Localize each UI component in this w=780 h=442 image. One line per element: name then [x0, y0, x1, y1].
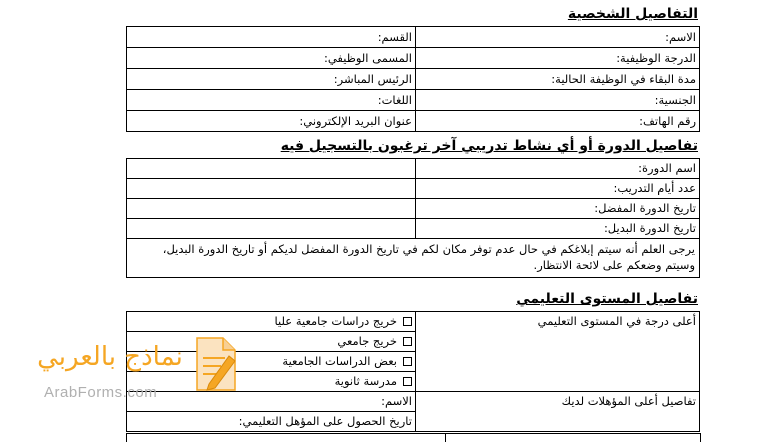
- table-row: [127, 239, 700, 278]
- column-divider: [445, 434, 446, 442]
- job-grade-field[interactable]: الدرجة الوظيفية:: [416, 48, 700, 69]
- nationality-field[interactable]: الجنسية:: [416, 90, 700, 111]
- job-title-field[interactable]: المسمى الوظيفي:: [127, 48, 416, 69]
- training-days-field[interactable]: عدد أيام التدريب:: [416, 179, 700, 199]
- preferred-date-value[interactable]: [127, 199, 416, 219]
- training-days-value[interactable]: [127, 179, 416, 199]
- name-field[interactable]: الاسم:: [416, 27, 700, 48]
- department-field[interactable]: القسم:: [127, 27, 416, 48]
- preferred-date-field[interactable]: تاريخ الدورة المفضل:: [416, 199, 700, 219]
- manager-field[interactable]: الرئيس المباشر:: [127, 69, 416, 90]
- phone-field[interactable]: رقم الهاتف:: [416, 111, 700, 132]
- table-row: [127, 48, 700, 69]
- checkbox-icon[interactable]: [403, 337, 412, 346]
- next-table-edge: [126, 433, 701, 442]
- table-row: [127, 69, 700, 90]
- course-details-table: [126, 158, 700, 278]
- option-graduate[interactable]: خريج جامعي: [127, 332, 416, 352]
- table-row: [127, 111, 700, 132]
- qualification-date-field[interactable]: تاريخ الحصول على المؤهل التعليمي:: [127, 412, 416, 432]
- option-postgraduate[interactable]: خريج دراسات جامعية عليا: [127, 312, 416, 332]
- watermark-url: ArabForms.com: [44, 384, 158, 401]
- alternate-date-field[interactable]: تاريخ الدورة البديل:: [416, 219, 700, 239]
- email-field[interactable]: عنوان البريد الإلكتروني:: [127, 111, 416, 132]
- checkbox-icon[interactable]: [403, 377, 412, 386]
- tenure-field[interactable]: مدة البقاء في الوظيفة الحالية:: [416, 69, 700, 90]
- checkbox-icon[interactable]: [403, 317, 412, 326]
- personal-details-table: [126, 26, 700, 132]
- table-row: [127, 219, 700, 239]
- alternate-date-value[interactable]: [127, 219, 416, 239]
- waitlist-note: يرجى العلم أنه سيتم إبلاغكم في حال عدم توفر مكان لكم في تاريخ الدورة المفضل لديكم أو تاريخ الدورة البديل، وسيتم وضعكم على لائحة الانتظار.: [127, 239, 700, 278]
- table-row: [127, 27, 700, 48]
- table-row: [127, 159, 700, 179]
- watermark: [30, 336, 245, 406]
- table-row: [127, 199, 700, 219]
- checkbox-icon[interactable]: [403, 357, 412, 366]
- table-row: [127, 179, 700, 199]
- table-row: [127, 90, 700, 111]
- document-pencil-icon: [195, 336, 237, 392]
- education-details-title: تفاصيل المستوى التعليمي: [516, 291, 698, 307]
- course-name-field[interactable]: اسم الدورة:: [416, 159, 700, 179]
- qualification-label: تفاصيل أعلى المؤهلات لديك: [416, 392, 700, 432]
- course-name-value[interactable]: [127, 159, 416, 179]
- highest-degree-label: أعلى درجة في المستوى التعليمي: [416, 312, 700, 392]
- languages-field[interactable]: اللغات:: [127, 90, 416, 111]
- table-row: [127, 312, 700, 332]
- qualification-name-field[interactable]: الاسم:: [127, 392, 416, 412]
- option-high-school[interactable]: مدرسة ثانوية: [127, 372, 416, 392]
- course-details-title: تفاصيل الدورة أو أي نشاط تدريبي آخر ترغبون بالتسجيل فيه: [280, 138, 698, 154]
- watermark-title: نماذج بالعربي: [37, 342, 183, 372]
- option-some-college[interactable]: بعض الدراسات الجامعية: [127, 352, 416, 372]
- personal-details-title: التفاصيل الشخصية: [567, 6, 698, 22]
